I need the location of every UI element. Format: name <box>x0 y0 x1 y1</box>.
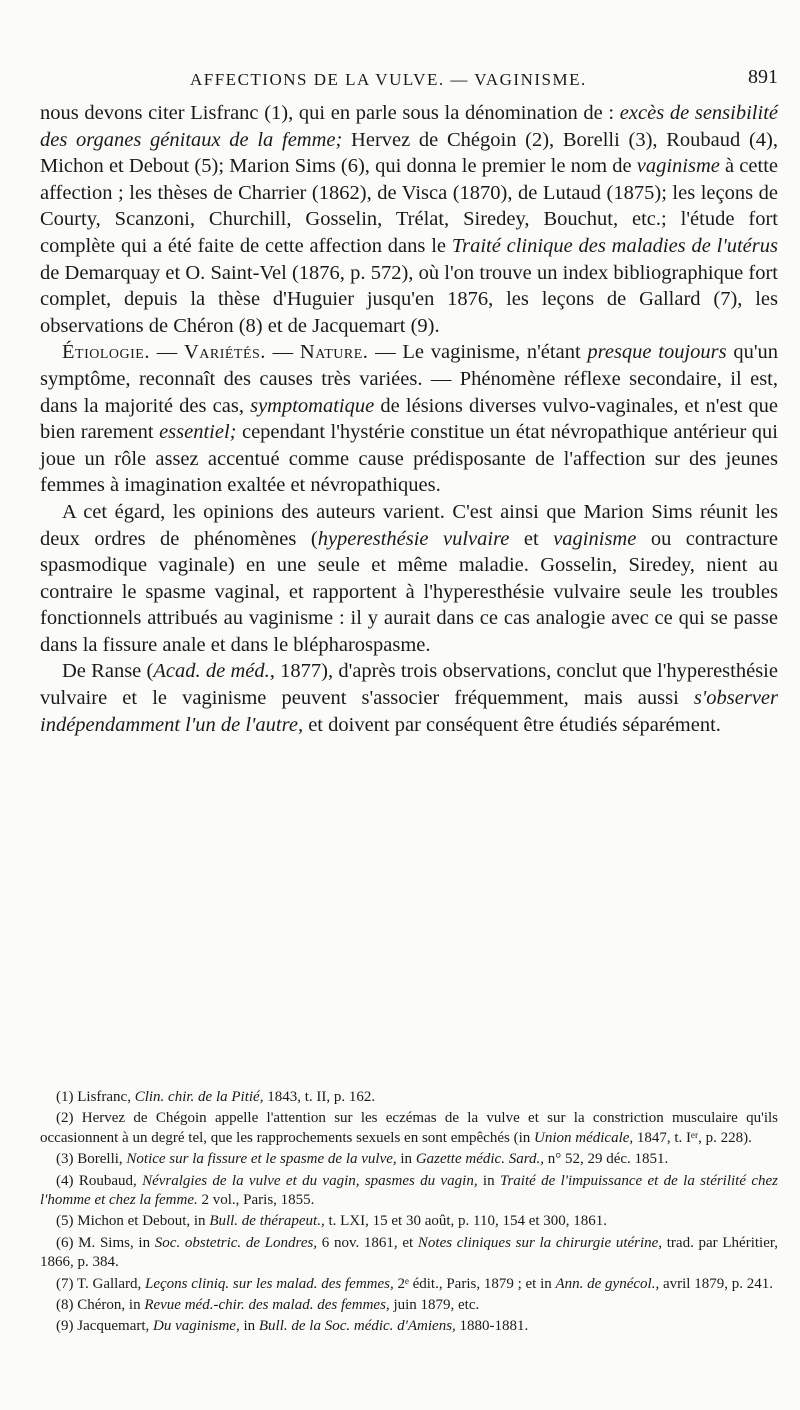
running-head <box>40 66 778 90</box>
running-title: AFFECTIONS DE LA VULVE. — VAGINISME. <box>190 70 587 89</box>
footnote-8: (8) Chéron, in Revue méd.-chir. des malad. des femmes, juin 1879, etc. <box>56 1297 480 1314</box>
section-heading-varietes: Variétés. <box>183 341 266 364</box>
footnote-1: (1) Lisfranc, Clin. chir. de la Pitié, 1843, t. II, p. 162. <box>56 1089 376 1105</box>
footnote-9: (9) Jacquemart, Du vaginisme, in Bull. de la Soc. médic. d'Amiens, 1880-1881. <box>56 1318 529 1335</box>
paragraph-bibliography: nous devons citer Lisfranc (1), qui en parle sous la dénomination de : excès de sensibilité des organes génitaux de la femme; Hervez de Chégoin (2), Borelli (3), Roubaud (4), Michon et Debout (5); Marion Sims (6), qui donna le premier le nom de vaginisme à cette affection ; les thèses de Charrier (1862), de Visca (1870), de Lutaud (1875); les leçons de Courty, Scanzoni, Churchill, Gosselin, Trélat, Siredey, Bouchut, etc.; l'étude fort complète qui a été faite de cette affection dans le Traité clinique des maladies de l'utérus de Demarquay et O. Saint-Vel (1876, p. 572), où l'on trouve un index bibliographique fort complet, depuis la thèse d'Huguier jusqu'en 1876, les leçons de Gallard (7), les observations de Chéron (8) et de Jacquemart (9). <box>40 102 778 337</box>
footnote-6: (6) M. Sims, in Soc. obstetric. de Londres, 6 nov. 1861, et Notes cliniques sur la chirurgie utérine, trad. par Lhéritier, 1866, p. 384. <box>40 1234 778 1271</box>
footnote-2: (2) Hervez de Chégoin appelle l'attention sur les eczémas de la vulve et sur la constriction musculaire qu'ils occasionnent à un degré tel, que les rapprochements sexuels en sont empêchés (in Union médicale, 1847, t. Iᵉʳ, p. 228). <box>40 1110 778 1146</box>
body-text <box>40 100 778 738</box>
paragraph-etiology: Étiologie. — Variétés. — Nature. — Le vaginisme, n'étant presque toujours qu'un symptôme, reconnaît des causes très variées. — Phénomène réflexe secondaire, il est, dans la majorité des cas, symptomatique de lésions diverses vulvo-vaginales, et n'est que bien rarement essentiel; cependant l'hystérie constitue un état névropathique antérieur qui joue un rôle assez accentué comme cause prédisposante de l'affection sur des jeunes femmes à imagination exaltée et névropathiques. <box>40 341 779 497</box>
section-heading-nature: Nature. <box>299 341 369 364</box>
paragraph-de-ranse: De Ranse (Acad. de méd., 1877), d'après trois observations, conclut que l'hyperesthésie vulvaire et le vaginisme peuvent s'associer fréquemment, mais aussi s'observer indépendamment l'un de l'autre, et doivent par conséquent être étudiés séparément. <box>40 660 778 736</box>
footnote-5: (5) Michon et Debout, in Bull. de thérapeut., t. LXI, 15 et 30 août, p. 110, 154 et 300, 1861. <box>56 1213 608 1230</box>
footnotes <box>40 1088 778 1337</box>
page-number: 891 <box>748 66 778 88</box>
paragraph-opinions: A cet égard, les opinions des auteurs varient. C'est ainsi que Marion Sims réunit les deux ordres de phénomènes (hyperesthésie vulvaire et vaginisme ou contracture spasmodique vaginale) en une seule et même maladie. Gosselin, Siredey, nient au contraire le spasme vaginal, et rapportent à l'hyperesthésie vulvaire seule les troubles fonctionnels attribués au vaginisme : il y aurait dans ce cas analogie avec ce qui se passe dans la fissure anale et dans le blépharospasme. <box>40 500 779 656</box>
section-heading-etiologie: Étiologie. <box>62 341 150 364</box>
footnote-7: (7) T. Gallard, Leçons cliniq. sur les malad. des femmes, 2ᵉ édit., Paris, 1879 ; et in Ann. de gynécol., avril 1879, p. 241. <box>56 1275 773 1292</box>
footnote-3: (3) Borelli, Notice sur la fissure et le spasme de la vulve, in Gazette médic. Sard., n° 52, 29 déc. 1851. <box>56 1151 669 1168</box>
footnote-4: (4) Roubaud, Névralgies de la vulve et du vagin, spasmes du vagin, in Traité de l'impuissance et de la stérilité chez l'homme et chez la femme. 2 vol., Paris, 1855. <box>40 1172 779 1209</box>
